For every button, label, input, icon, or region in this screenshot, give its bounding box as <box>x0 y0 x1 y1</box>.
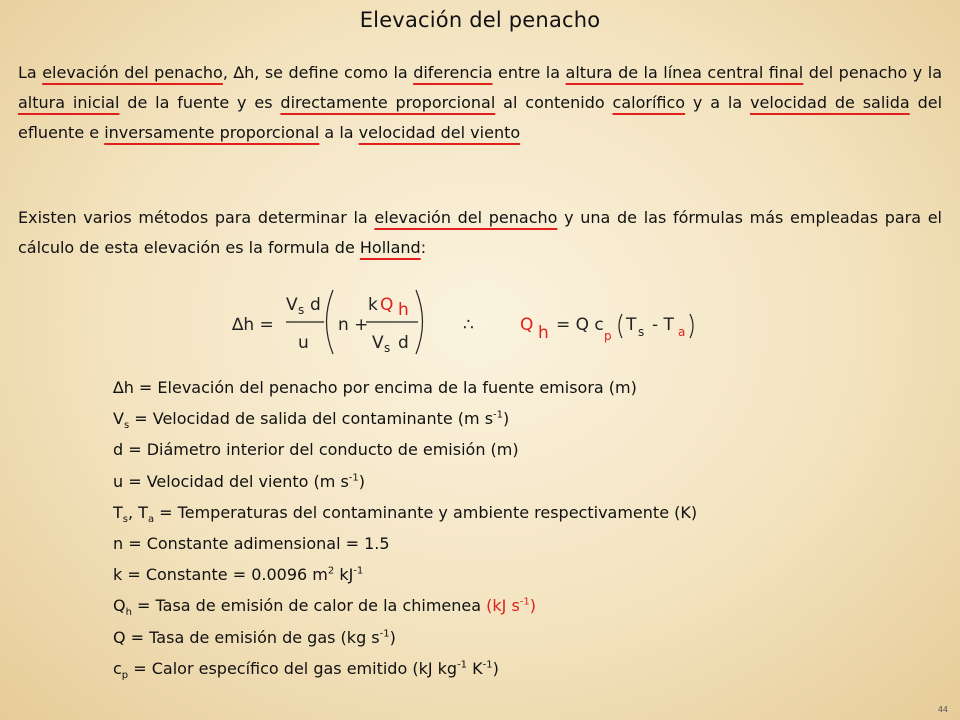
formula-num-s: s <box>298 303 305 317</box>
paragraph-methods: Existen varios métodos para determinar la elevación del penacho y una de las fórmulas más empleadas para el cálculo de esta elevación es la formula de Holland: <box>18 208 943 257</box>
underlined-term: velocidad de salida <box>750 93 910 112</box>
rhs-p-sub: p <box>604 329 612 343</box>
rhs-q-sub: h <box>538 323 549 343</box>
formula-num-v: V <box>286 295 298 315</box>
formula-q-sub: h <box>398 300 409 320</box>
underlined-term: directamente proporcional <box>280 93 496 112</box>
rhs-eq: = Q c <box>556 315 604 335</box>
rhs-t-sub: s <box>638 325 645 339</box>
definition-item: d = Diámetro interior del conducto de emisión (m) <box>113 440 519 460</box>
rhs-q: Q <box>520 315 534 335</box>
formula-den-d: d <box>398 333 409 353</box>
slide-title: Elevación del penacho <box>359 8 601 32</box>
page-number: 44 <box>937 705 948 714</box>
formula-lhs: ∆h = <box>232 315 274 335</box>
rhs-minus-t: - T <box>652 315 674 335</box>
definition-item: $Q_h$ = Tasa de emisión de calor de la chimenea (kJ $s^{-1}$) <box>113 596 537 619</box>
variable-definitions <box>113 374 913 686</box>
underlined-term: altura inicial <box>18 93 120 112</box>
definition-item: k = Constante = 0.0096 $m^2$ $kJ^{-1}$ <box>113 565 364 585</box>
definition-item: ∆h = Elevación del penacho por encima de la fuente emisora (m) <box>113 378 637 397</box>
underlined-term: inversamente proporcional <box>104 123 320 142</box>
underlined-term: diferencia <box>413 63 493 82</box>
formula-q: Q <box>380 295 394 315</box>
underlined-term: velocidad del viento <box>358 123 521 142</box>
definition-item: $T_s$, $T_a$ = Temperaturas del contaminante y ambiente respectivamente (K) <box>113 502 698 525</box>
therefore-symbol: ∴ <box>463 315 474 335</box>
underlined-term: altura de la línea central final <box>565 63 804 82</box>
definition-item: Q = Tasa de emisión de gas (kg $s^{-1}$) <box>113 627 396 647</box>
definition-item: u = Velocidad del viento (m $s^{-1}$) <box>113 471 366 491</box>
small-right-paren <box>690 314 693 338</box>
holland-formula <box>0 282 960 362</box>
underlined-term: calorífico <box>612 93 686 112</box>
underlined-term: elevación del penacho <box>42 63 223 82</box>
paragraph-definition: La elevación del penacho, ∆h, se define como la diferencia entre la altura de la línea central final del penacho y la altura inicial de la fuente y es directamente proporcional al contenido calorífico y a la velocidad de salida del efluente e inversamente proporcional a la velocidad del viento <box>18 63 943 142</box>
formula-num-d: d <box>310 295 321 315</box>
rhs-a-sub: a <box>678 325 686 339</box>
definition-item: $V_s$ = Velocidad de salida del contaminante (m $s^{-1}$) <box>113 409 510 432</box>
underlined-term: elevación del penacho <box>374 208 558 227</box>
rhs-t: T <box>626 315 637 335</box>
formula-den-v: V <box>372 333 384 353</box>
definition-item: $c_p$ = Calor específico del gas emitido (kJ $kg^{-1}$ $K^{-1}$) <box>113 658 499 681</box>
underlined-term: Holland <box>359 238 421 257</box>
small-left-paren <box>619 314 622 338</box>
left-paren <box>327 290 334 354</box>
formula-den-u: u <box>298 333 309 353</box>
formula-n-plus: n + <box>338 315 369 335</box>
definition-item: n = Constante adimensional = 1.5 <box>113 533 390 553</box>
formula-k: k <box>368 295 378 315</box>
formula-den-s: s <box>384 341 391 355</box>
